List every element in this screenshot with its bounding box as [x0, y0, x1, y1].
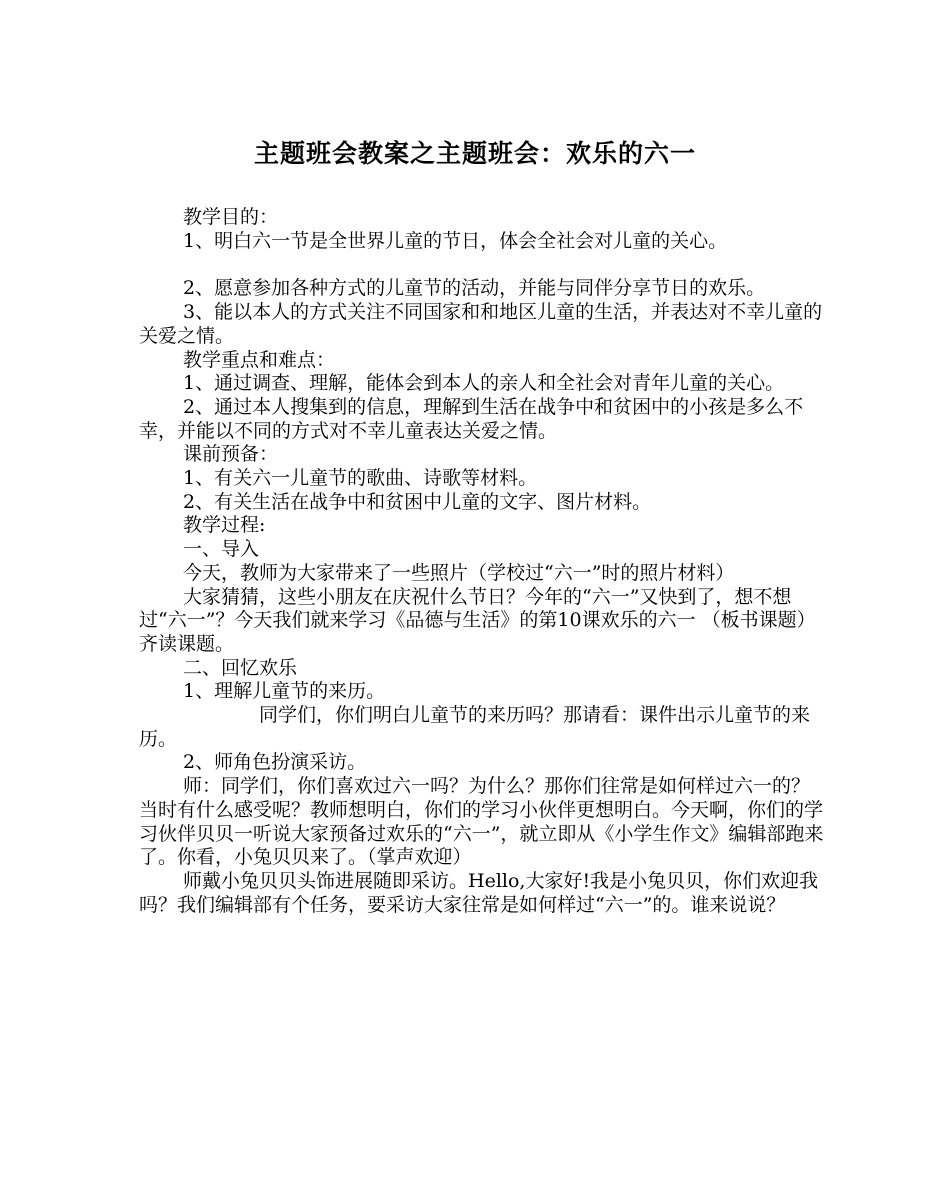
- paragraph-process-heading: 教学过程:: [183, 514, 266, 537]
- paragraph-keypoint-1: 1、通过调查、理解，能体会到本人的亲人和全社会对青年儿童的关心。: [183, 372, 785, 395]
- paragraph-intro-guess: 大家猜猜，这些小朋友在庆祝什么节日？今年的“六一”又快到了，想不想过“六一”？今天我们就来学习《品德与生活》的第10课欢乐的六一 （板书课题）齐读课题。: [139, 585, 816, 655]
- paragraph-preparation-1: 1、有关六一儿童节的歌曲、诗歌等材料。: [183, 467, 538, 490]
- paragraph-section-2-heading: 二、回忆欢乐: [183, 656, 298, 679]
- paragraph-objective-2: 2、愿意参加各种方式的儿童节的活动，并能与同伴分享节日的欢乐。: [183, 277, 766, 300]
- paragraph-objective-1: 1、明白六一节是全世界儿童的节日，体会全社会对儿童的关心。: [183, 229, 728, 252]
- paragraph-preparation-2: 2、有关生活在战争中和贫困中儿童的文字、图片材料。: [183, 490, 652, 513]
- paragraph-history-text: 同学们，你们明白儿童节的来历吗？那请看：课件出示儿童节的来历。: [139, 704, 811, 750]
- paragraph-keypoints-heading: 教学重点和难点：: [183, 348, 336, 371]
- paragraph-keypoint-2: 2、通过本人搜集到的信息，理解到生活在战争中和贫困中的小孩是多么不幸，并能以不同的方式对不幸儿童表达关爱之情。: [139, 395, 804, 442]
- paragraph-history-heading: 1、理解儿童节的来历。: [183, 680, 386, 703]
- paragraph-interview-heading: 2、师角色扮演采访。: [183, 751, 367, 774]
- paragraph-teacher-question: 师：同学们，你们喜欢过六一吗？为什么？那你们往常是如何样过六一的？当时有什么感受呢？教师想明白，你们的学习小伙伴更想明白。今天啊，你们的学习伙伴贝贝一听说大家预备过欢乐的“六一”，就立即从《小学生作文》编辑部跑来了。你看，小兔贝贝来了。（掌声欢迎）: [139, 775, 824, 869]
- paragraph-objective-3: 3、能以本人的方式关注不同国家和和地区儿童的生活，并表达对不幸儿童的关爱之情。: [139, 301, 823, 347]
- paragraph-objectives-heading: 教学目的：: [183, 206, 279, 228]
- paragraph-section-1-heading: 一、导入: [183, 538, 260, 561]
- document-body: [139, 206, 824, 917]
- paragraph-preparation-heading: 课前预备：: [183, 443, 279, 466]
- paragraph-rabbit-interview: 师戴小兔贝贝头饰进展随即采访。Hello,大家好!我是小兔贝贝，你们欢迎我吗？我们编辑部有个任务，要采访大家往常是如何样过“六一”的。谁来说说？: [139, 869, 819, 916]
- paragraph-intro-photos: 今天，教师为大家带来了一些照片（学校过“六一”时的照片材料）: [183, 561, 735, 584]
- blank-line: [139, 253, 824, 277]
- document-title: 主题班会教案之主题班会：欢乐的六一: [253, 139, 696, 168]
